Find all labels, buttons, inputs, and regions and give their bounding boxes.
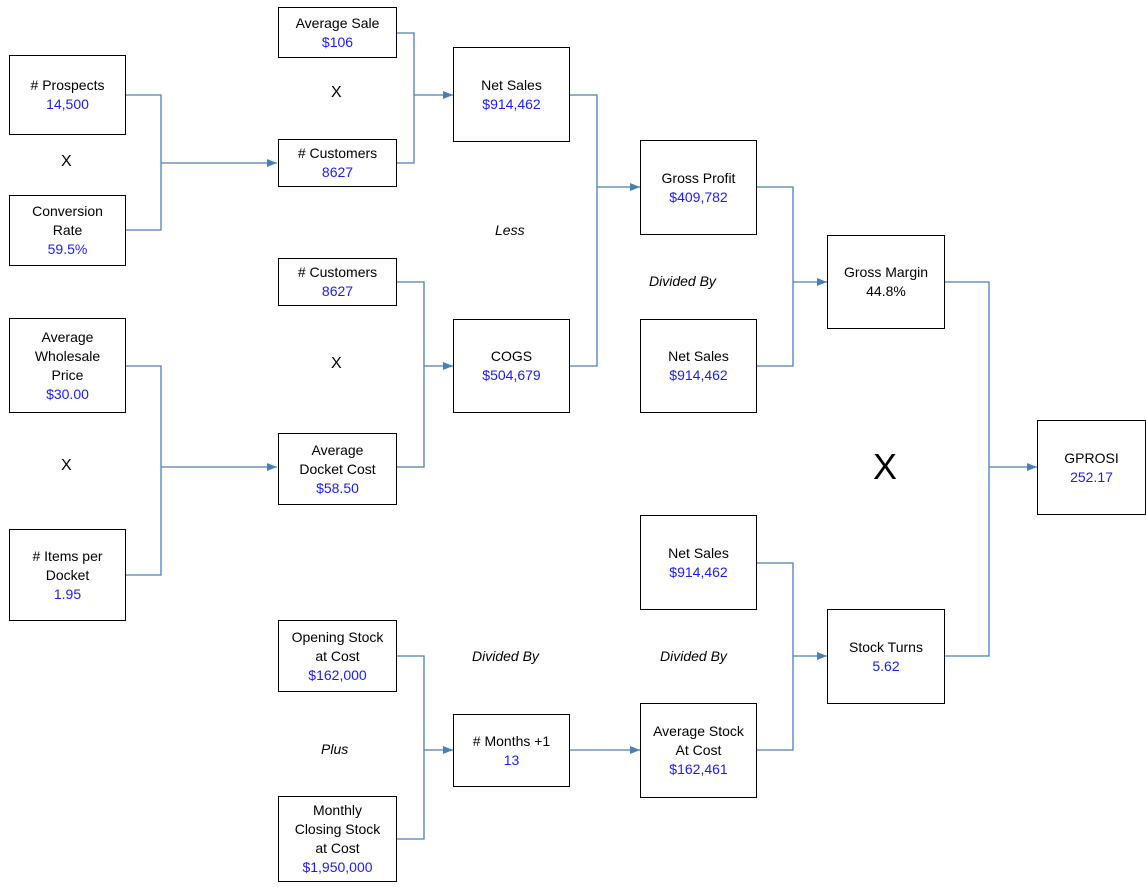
connector-gross-margin [945,282,989,467]
node-label: Net Sales [668,348,729,364]
node-customers-top [278,139,397,187]
node-prospects [9,55,126,135]
node-avg-stock-at-cost [640,703,757,798]
node-value: $30.00 [46,385,89,402]
node-label: Conversion Rate [32,203,103,238]
operator-multiply: X [331,355,342,372]
node-value: $914,462 [669,367,728,383]
node-label: Stock Turns [849,638,923,655]
node-value: 8627 [321,164,354,180]
node-opening-stock [278,620,397,692]
operator-divided-by: Divided By [472,648,539,664]
node-avg-wholesale-price [9,318,126,413]
node-value: 44.8% [866,283,906,299]
node-label: Net Sales [668,544,729,561]
node-value: 59.5% [47,241,88,257]
node-items-per-docket [9,529,126,621]
node-avg-docket-cost [278,433,397,505]
node-label: # Customers [297,264,378,280]
connector-docket-cost [397,366,424,467]
connector-closing-stock [397,750,424,839]
operator-divided-by: Divided By [660,648,727,664]
node-value: 1.95 [53,585,82,602]
node-net-sales-1 [453,47,570,142]
node-value: $914,462 [669,563,728,580]
node-months-plus-1 [453,714,570,787]
node-cogs [453,319,570,413]
operator-multiply: X [331,84,342,101]
node-value: $162,000 [308,666,367,683]
node-label: Average Wholesale Price [34,328,101,383]
node-value: $1,950,000 [302,859,373,875]
node-value: $504,679 [482,367,541,383]
node-monthly-closing-stock [278,796,397,882]
node-value: 252.17 [1070,468,1113,485]
node-average-sale [278,7,397,58]
operator-multiply: X [61,153,72,170]
connector-avg-sale [397,33,414,95]
node-value: 5.62 [872,657,900,674]
connector-opening-stock [397,656,424,750]
node-label: # Items per Docket [32,547,103,583]
connector-avg-stock [757,656,793,750]
node-label: Average Stock At Cost [653,723,744,758]
node-label: Average Docket Cost [299,441,376,477]
connector-customers-mid [397,282,424,366]
node-label: Net Sales [481,76,542,93]
connector-net-sales-3 [757,563,793,656]
connector-items [126,467,161,575]
node-net-sales-2 [640,319,757,413]
node-label: Monthly Closing Stock at Cost [294,802,381,856]
node-gross-margin [827,235,945,329]
connector-net-sales-1 [570,95,597,187]
connector-customers-top [397,95,414,163]
node-value: 13 [503,751,520,768]
node-gprosi [1037,420,1146,515]
connector-net-sales-2 [757,282,793,366]
node-label: # Months +1 [472,732,551,749]
operator-multiply-large: X [873,446,898,487]
node-value: 8627 [321,283,354,299]
connector-prospects [126,95,161,163]
node-label: Gross Margin [843,264,929,280]
operator-multiply: X [61,457,72,474]
node-customers-mid [278,258,397,306]
operator-divided-by: Divided By [649,273,716,289]
node-value: $914,462 [482,95,541,112]
node-label: GPROSI [1064,449,1119,466]
connector-conversion [126,163,161,230]
connector-cogs [570,187,597,366]
node-value: $58.50 [316,479,359,496]
node-label: # Prospects [30,77,105,93]
node-label: COGS [490,348,533,364]
node-gross-profit [640,140,757,235]
node-label: Average Sale [295,14,380,31]
connector-stock-turns [945,467,989,656]
node-value: $409,782 [669,188,728,205]
node-value: $162,461 [669,761,728,777]
node-label: Gross Profit [661,169,736,186]
node-conversion-rate [9,195,126,266]
connector-gross-profit [757,187,793,282]
node-label: Opening Stock at Cost [291,628,384,664]
operator-plus: Plus [321,741,349,757]
node-stock-turns [827,609,945,704]
connector-wholesale [126,366,161,467]
node-value: $106 [321,33,354,50]
node-label: # Customers [297,145,378,161]
node-value: 14,500 [46,96,89,112]
node-net-sales-3 [640,515,757,610]
operator-less: Less [495,222,525,238]
